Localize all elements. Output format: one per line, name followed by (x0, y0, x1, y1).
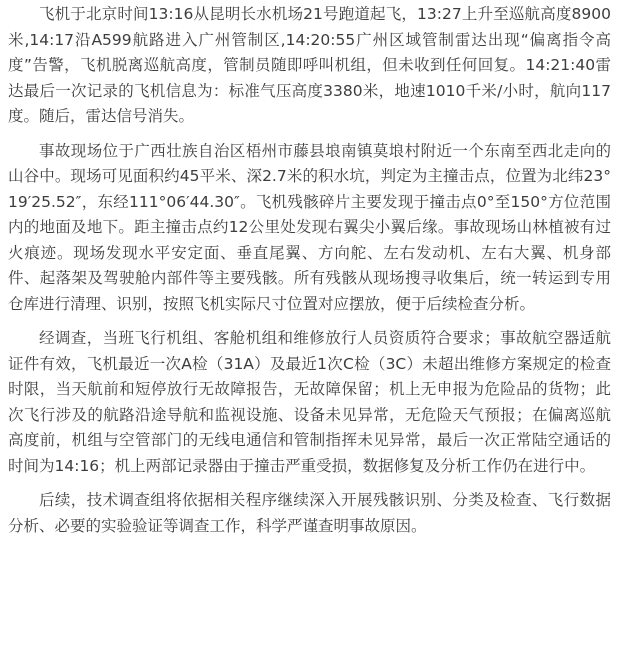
paragraph-next-steps: 后续，技术调查组将依据相关程序继续深入开展残骸识别、分类及检查、飞行数据分析、必要的实验验证等调查工作，科学严谨查明事故原因。 (8, 491, 611, 535)
paragraph-crash-site: 事故现场位于广西壮族自治区梧州市藤县埌南镇莫埌村附近一个东南至西北走向的山谷中。现场可见面积约45平米、深2.7米的积水坑，判定为主撞击点，位置为北纬23°19′25.52″，东经111°06′44.30″。飞机残骸碎片主要发现于撞击点0°至150°方位范围内的地面及地下。距主撞击点约12公里处发现右翼尖小翼后缘。事故现场山林植被有过火痕迹。现场发现水平安定面、垂直尾翼、方向舵、左右发动机、左右大翼、机身部件、起落架及驾驶舱内部件等主要残骸。所有残骸从现场搜寻收集后，统一转运到专用仓库进行清理、识别，按照飞机实际尺寸位置对应摆放，便于后续检查分析。 (8, 141, 611, 313)
paragraph-investigation-findings: 经调查，当班飞行机组、客舱机组和维修放行人员资质符合要求；事故航空器适航证件有效，飞机最近一次A检（31A）及最近1次C检（3C）未超出维修方案规定的检查时限，当天航前和短停放行无故障报告，无故障保留；机上无申报为危险品的货物；此次飞行涉及的航路沿途导航和监视设施、设备未见异常，无危险天气预报；在偏离巡航高度前，机组与空管部门的无线电通信和管制指挥未见异常，最后一次正常陆空通话的时间为14:16；机上两部记录器由于撞击严重受损，数据修复及分析工作仍在进行中。 (8, 329, 611, 475)
paragraph-flight-timeline: 飞机于北京时间13:16从昆明长水机场21号跑道起飞，13:27上升至巡航高度8900米,14:17沿A599航路进入广州管制区,14:20:55广州区域管制雷达出现“偏离指令高度”告警，飞机脱离巡航高度，管制员随即呼叫机组，但未收到任何回复。14:21:40雷达最后一次记录的飞机信息为：标准气压高度3380米，地速1010千米/小时，航向117度。随后，雷达信号消失。 (8, 5, 611, 125)
